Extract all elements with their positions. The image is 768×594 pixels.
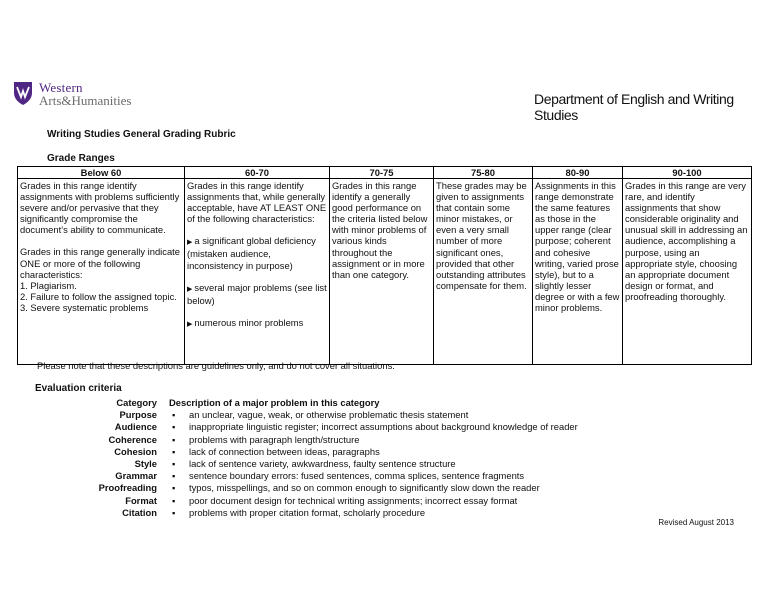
document-title: Writing Studies General Grading Rubric: [47, 129, 236, 140]
grade-column-header: 60-70: [185, 167, 330, 179]
criteria-row: [0, 409, 768, 421]
square-bullet-icon: ▪: [172, 494, 176, 506]
grade-cell-70-75: [330, 179, 434, 365]
square-bullet-icon: ▪: [172, 445, 176, 457]
criteria-row: [0, 446, 768, 458]
western-logo: [12, 80, 152, 110]
criteria-list: [0, 397, 768, 519]
criteria-row: [0, 495, 768, 507]
right-arrow-icon: ▶: [187, 239, 193, 247]
grade-column-header: 75-80: [434, 167, 533, 179]
description-column-header: Description of a major problem in this category: [169, 397, 380, 408]
department-name: Department of English and Writing Studies: [534, 91, 734, 123]
criteria-category: Audience: [114, 421, 157, 433]
criteria-description: lack of sentence variety, awkwardness, faulty sentence structure: [189, 457, 456, 469]
criteria-description: lack of connection between ideas, paragraphs: [189, 445, 380, 457]
criteria-category: Citation: [122, 506, 157, 518]
grade-description: These grades may be given to assignments that contain some minor mistakes, or even a very small number of more significant ones, provided that other outstanding attributes compensate for them.: [436, 180, 527, 291]
criteria-description: poor document design for technical writing assignments; incorrect essay format: [189, 494, 518, 506]
square-bullet-icon: ▪: [172, 470, 176, 482]
criteria-row: [0, 470, 768, 482]
guidelines-note: Please note that these descriptions are guidelines only, and do not cover all situations.: [37, 360, 395, 371]
criteria-row: [0, 434, 768, 446]
criteria-category: Purpose: [119, 409, 157, 421]
criteria-category: Proofreading: [98, 482, 157, 494]
right-arrow-icon: ▶: [187, 285, 193, 293]
grade-description: Grades in this range are very rare, and identify assignments that show considerable originality and unusual skill in addressing an audience, accomplishing a purpose, using an appropriate style, choosing an appropriate document design or format, and proofreading thoroughly.: [625, 180, 748, 302]
logo-line-faculty: Arts&Humanities: [39, 93, 132, 108]
grade-bullet: ▶ numerous minor problems: [187, 316, 304, 328]
criteria-category: Style: [134, 457, 157, 469]
criteria-category: Format: [125, 494, 157, 506]
grade-column-header: 80-90: [533, 167, 623, 179]
grade-bullet: ▶ several major problems (see list below): [187, 281, 327, 306]
criteria-description: problems with proper citation format, scholarly procedure: [189, 506, 426, 518]
revision-date: Revised August 2013: [658, 518, 734, 527]
grade-cell-75-80: [434, 179, 533, 365]
grade-description: Grades in this range identify assignments with problems sufficiently severe and/or pervasive that they significantly compromise the document’s ability to communicate.: [20, 180, 180, 236]
grade-cell-80-90: [533, 179, 623, 365]
criteria-description: typos, misspellings, and so on common enough to significantly slow down the reader: [189, 482, 540, 494]
grade-column-header: 90-100: [623, 167, 752, 179]
grade-description: Grades in this range identify assignments that, while generally acceptable, have AT LEAST ONE of the following characteristics:: [187, 180, 327, 225]
criteria-row: [0, 421, 768, 433]
criteria-description: sentence boundary errors: fused sentences, comma splices, sentence fragments: [189, 470, 525, 482]
square-bullet-icon: ▪: [172, 482, 176, 494]
grade-column-header: 70-75: [330, 167, 434, 179]
criteria-row: [0, 482, 768, 494]
grade-description: Assignments in this range demonstrate the same features as those in the upper range (clear purpose; coherent and cohesive writing, varied prose style), but to a slightly lesser degree or with a few minor problems.: [535, 180, 620, 314]
grade-description: Grades in this range identify a generally good performance on the criteria listed below with minor problems of various kinds throughout the assignment or in more than one category.: [332, 180, 428, 280]
grade-ranges-table: [17, 166, 752, 365]
grade-cell-90-100: [623, 179, 752, 365]
evaluation-criteria-heading: Evaluation criteria: [35, 383, 122, 394]
grade-description: Grades in this range generally indicate ONE or more of the following characteristics: 1. Plagiarism. 2. Failure to follow the assigned topic. 3. Severe systematic problems: [20, 246, 180, 313]
criteria-description: an unclear, vague, weak, or otherwise problematic thesis statement: [189, 409, 469, 421]
grade-cell-60-70: [185, 179, 330, 365]
criteria-description: problems with paragraph length/structure: [189, 433, 360, 445]
grade-bullet: ▶ a significant global deficiency (mistaken audience, inconsistency in purpose): [187, 235, 316, 271]
criteria-row: [0, 458, 768, 470]
criteria-category: Grammar: [115, 470, 157, 482]
grade-table-header-row: [18, 167, 752, 179]
grade-cell-below-60: [18, 179, 185, 365]
criteria-row: [0, 507, 768, 519]
grade-column-header: Below 60: [18, 167, 185, 179]
criteria-category: Cohesion: [114, 445, 157, 457]
square-bullet-icon: ▪: [172, 433, 176, 445]
western-crest-icon: [12, 80, 34, 106]
criteria-header-row: [0, 397, 768, 409]
right-arrow-icon: ▶: [187, 320, 193, 328]
grade-table-row: [18, 179, 752, 365]
square-bullet-icon: ▪: [172, 409, 176, 421]
square-bullet-icon: ▪: [172, 421, 176, 433]
logo-line-western: Western: [39, 80, 83, 95]
criteria-category: Coherence: [108, 433, 157, 445]
square-bullet-icon: ▪: [172, 457, 176, 469]
square-bullet-icon: ▪: [172, 506, 176, 518]
criteria-description: inappropriate linguistic register; incorrect assumptions about background knowledge of reader: [189, 421, 578, 433]
category-column-header: Category: [116, 397, 157, 408]
grade-ranges-heading: Grade Ranges: [47, 153, 115, 164]
